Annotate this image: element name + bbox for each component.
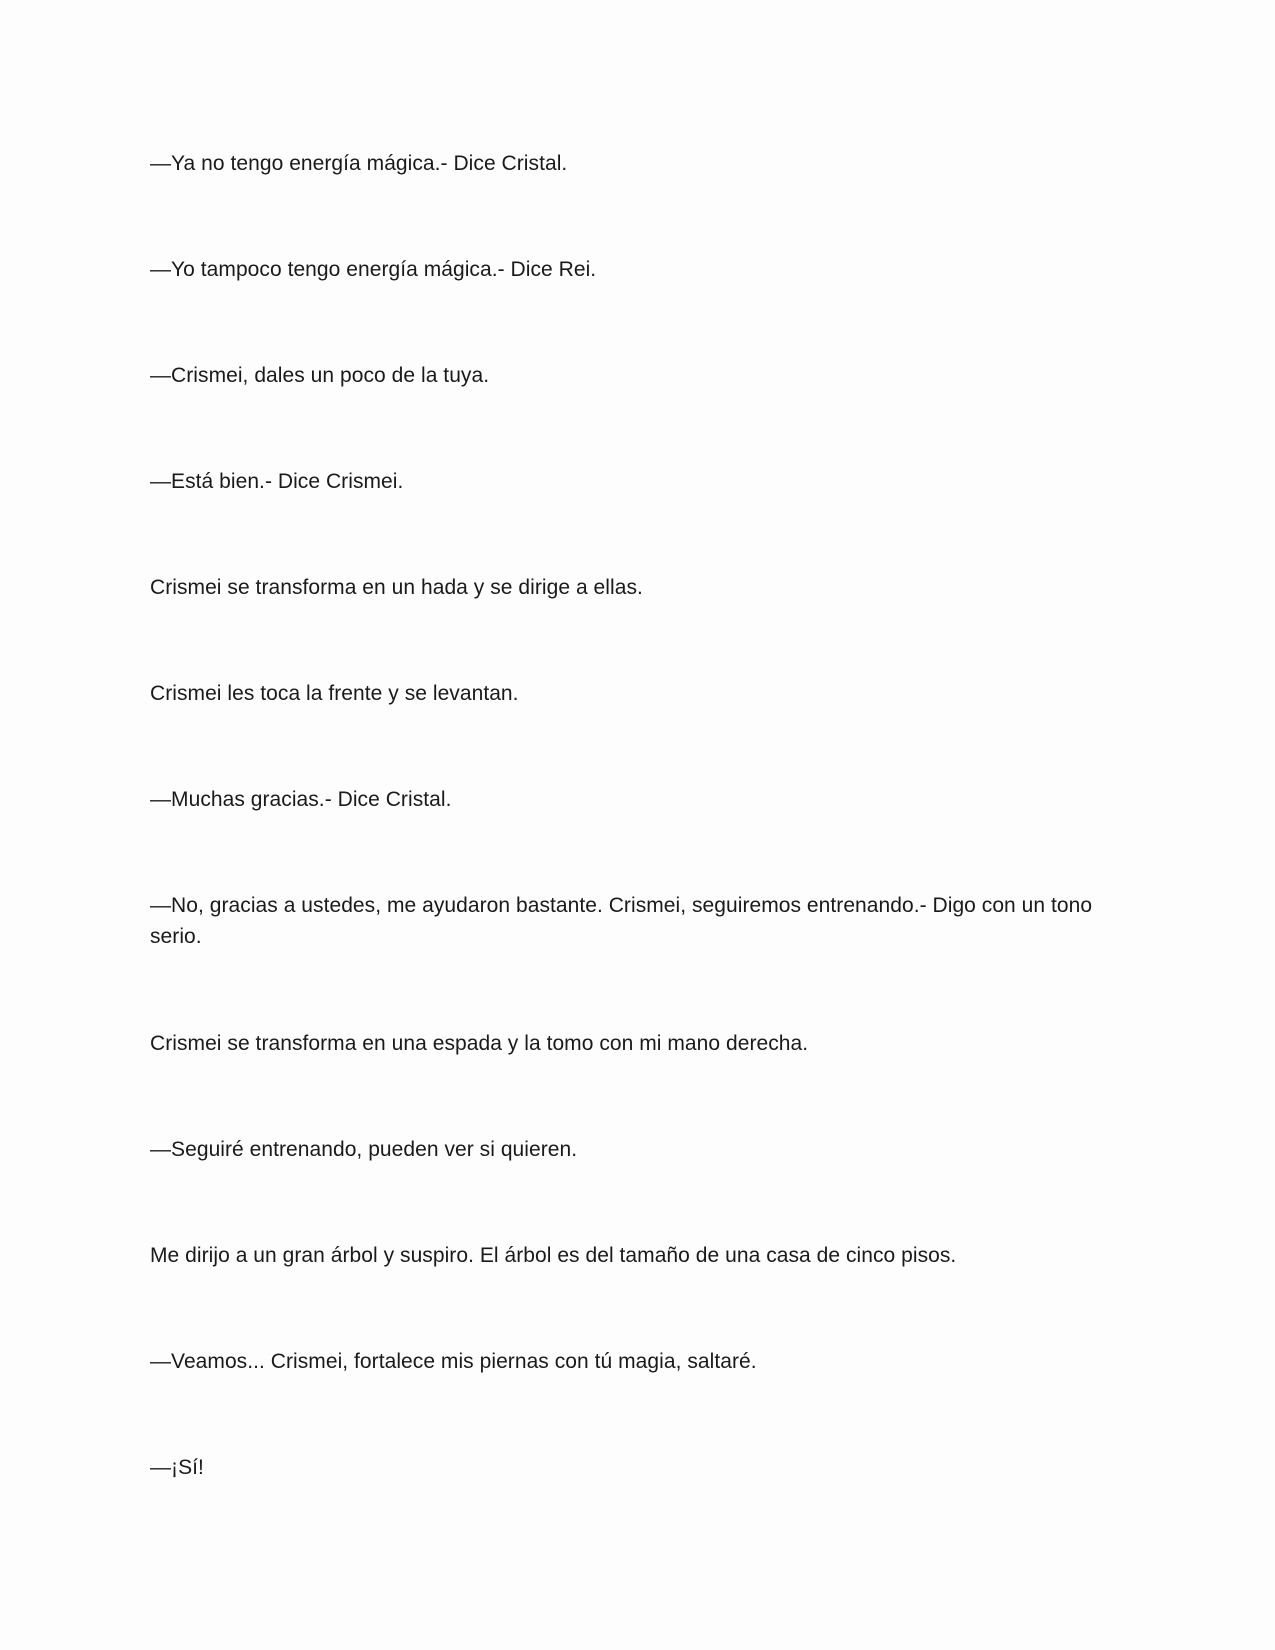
paragraph-dialogue: —Está bien.- Dice Crismei. [150, 470, 404, 493]
paragraph-narration: Crismei les toca la frente y se levantan. [150, 682, 519, 705]
paragraph-dialogue: —Muchas gracias.- Dice Cristal. [150, 788, 452, 811]
paragraph-dialogue: —No, gracias a ustedes, me ayudaron bastante. Crismei, seguiremos entrenando.- Digo con un tono serio. [150, 894, 1093, 948]
paragraph-dialogue: —Veamos... Crismei, fortalece mis piernas con tú magia, saltaré. [150, 1350, 757, 1373]
paragraph-narration: Me dirijo a un gran árbol y suspiro. El árbol es del tamaño de una casa de cinco pisos. [150, 1244, 957, 1267]
paragraph-dialogue: —Yo tampoco tengo energía mágica.- Dice Rei. [150, 258, 597, 281]
paragraph-narration: Crismei se transforma en una espada y la tomo con mi mano derecha. [150, 1032, 809, 1055]
paragraph-dialogue: —Ya no tengo energía mágica.- Dice Cristal. [150, 152, 568, 175]
paragraph-dialogue: —Seguiré entrenando, pueden ver si quieren. [150, 1138, 578, 1161]
paragraph-dialogue: —Crismei, dales un poco de la tuya. [150, 364, 490, 387]
paragraph-dialogue: —¡Sí! [150, 1456, 204, 1479]
paragraph-narration: Crismei se transforma en un hada y se dirige a ellas. [150, 576, 643, 599]
